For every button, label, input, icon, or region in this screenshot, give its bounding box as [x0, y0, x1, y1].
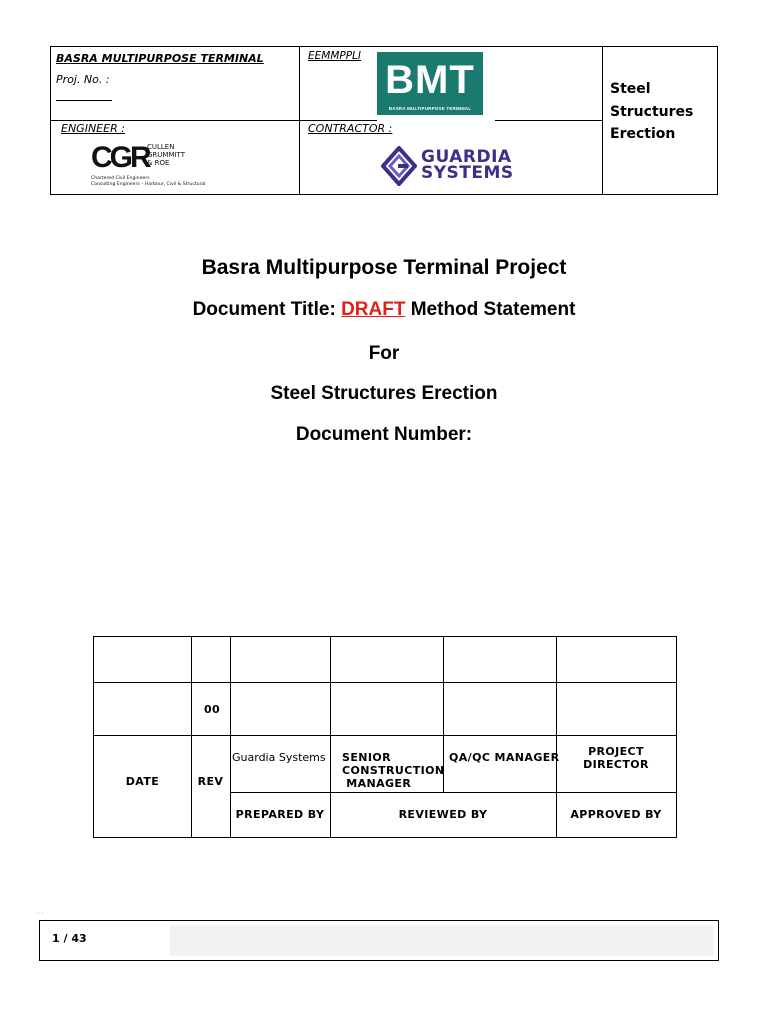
approved-by-label: APPROVED BY — [570, 808, 662, 821]
for-label: For — [368, 343, 400, 364]
divider — [51, 120, 300, 121]
draft-word: DRAFT — [341, 299, 406, 320]
cgr-sub-line: Chartered Civil Engineers — [91, 176, 150, 181]
role-line: CONSTRUCTION — [342, 764, 445, 777]
guardia-logo — [381, 146, 521, 186]
footer-shade — [170, 925, 714, 956]
role-line: DIRECTOR — [583, 758, 649, 771]
page-indicator: 1 / 43 — [52, 932, 87, 945]
doc-title-prefix: Document Title: — [192, 299, 336, 320]
document-topic — [610, 78, 693, 146]
row-divider — [94, 735, 676, 736]
date-header: DATE — [125, 775, 160, 788]
guardia-mark-icon — [381, 146, 417, 186]
bmt-logo — [377, 52, 483, 115]
topic-line: Steel — [610, 81, 651, 97]
bmt-logo-subtitle: BASRA MULTIPURPOSE TERMINAL — [388, 106, 472, 111]
role-line: SENIOR — [342, 751, 391, 764]
contractor-label: CONTRACTOR : — [308, 122, 393, 135]
role-qaqc-manager: QA/QC MANAGER — [449, 751, 560, 764]
bmt-logo-letters: BMT — [385, 58, 475, 102]
role-senior-construction-manager — [342, 751, 444, 790]
guardia-line: GUARDIA — [421, 147, 512, 167]
cgr-name: CULLEN — [147, 143, 175, 151]
guardia-wordmark — [421, 149, 514, 181]
signature-table — [93, 636, 677, 838]
terminal-name: BASRA MULTIPURPOSE TERMINAL — [56, 52, 264, 65]
proj-no-label: Proj. No. : — [56, 73, 110, 86]
cgr-name: GRUMMITT — [147, 151, 185, 159]
employer-label: EEMMPPLI — [308, 50, 361, 62]
cgr-sub-line: Consulting Engineers – Harbour, Civil & Structural — [91, 182, 206, 187]
rev-value: 00 — [204, 703, 221, 716]
proj-no-underline — [56, 100, 112, 101]
row-divider — [230, 792, 676, 793]
prepared-by-label: PREPARED BY — [235, 808, 325, 821]
subject-title: Steel Structures Erection — [270, 383, 498, 404]
engineer-label: ENGINEER : — [61, 122, 125, 135]
divider — [602, 47, 603, 194]
reviewed-by-label: REVIEWED BY — [398, 808, 488, 821]
role-line: MANAGER — [342, 777, 412, 790]
project-title: Basra Multipurpose Terminal Project — [201, 256, 567, 279]
engineer-logo — [91, 143, 241, 193]
guardia-line: SYSTEMS — [421, 163, 514, 183]
topic-line: Structures — [610, 103, 694, 120]
col-divider — [191, 637, 192, 837]
company-name: Guardia Systems — [232, 751, 326, 764]
col-divider — [330, 637, 331, 837]
divider — [495, 120, 602, 121]
col-divider — [556, 637, 557, 837]
header-block — [50, 46, 718, 195]
role-line: PROJECT — [588, 745, 644, 758]
cgr-name: & ROE — [147, 159, 170, 167]
col-divider — [230, 637, 231, 837]
document-title — [0, 299, 768, 321]
rev-header: REV — [197, 775, 224, 788]
cgr-names — [147, 143, 185, 167]
role-project-director — [556, 745, 676, 771]
divider — [299, 120, 377, 121]
cgr-mark: CGR — [91, 141, 149, 174]
doc-number-label: Document Number: — [295, 424, 473, 445]
row-divider — [94, 682, 676, 683]
topic-line: Erection — [610, 126, 676, 142]
cgr-subtitle — [91, 176, 251, 188]
footer-marks: . . — [38, 909, 44, 915]
page-footer — [39, 920, 719, 961]
doc-title-suffix: Method Statement — [410, 299, 576, 320]
